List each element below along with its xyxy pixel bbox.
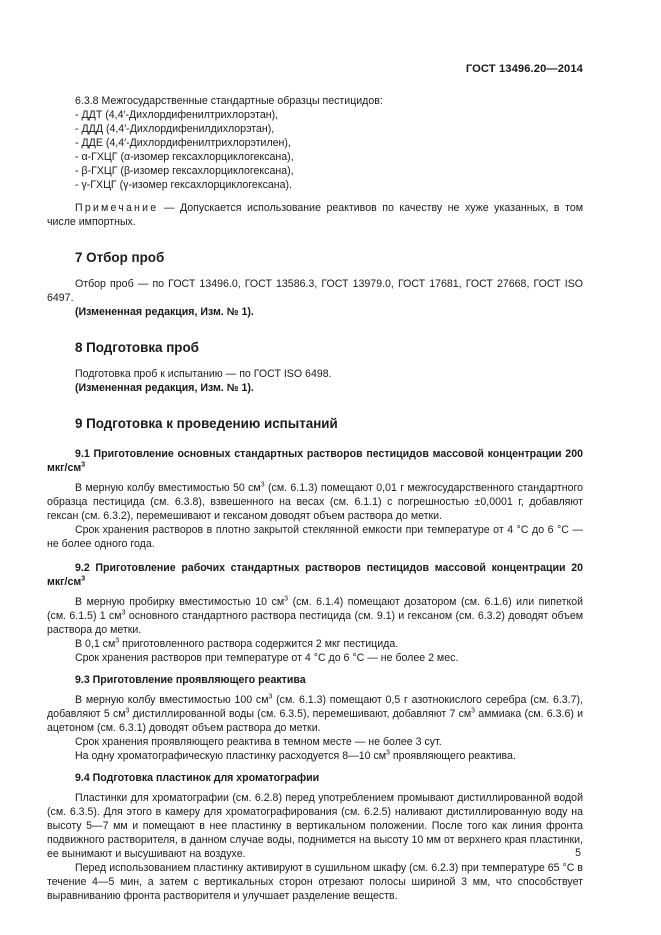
clause-9-2-p3: Срок хранения растворов при температуре от 4 °С до 6 °С — не более 2 мес. xyxy=(75,652,459,664)
clause-9-1-title-text: 9.1 Приготовление основных стандартных растворов пестицидов массовой концентрации 200 мкг/см xyxy=(47,448,583,474)
text-fragment: На одну хроматографическую пластинку расходуется 8—10 см xyxy=(75,750,387,762)
clause-9-2-title xyxy=(47,561,583,589)
text-fragment: В 0,1 см xyxy=(75,638,116,650)
page-number: 5 xyxy=(575,847,581,859)
clause-9-4-p1: Пластинки для хроматографии (см. 6.2.8) перед употреблением промывают дистиллированной водой (см. 6.3.5). Для этого в камеру для хроматографирования (см. 6.2.5) наливают дистиллированную воду на высоту 5—7 мм и помещают в нее пластинку в вертикальном положении. После того как линия фронта подвижного растворителя, в данном случае воды, поднимется на высоту 10 мм от верхнего края пластинки, ее вынимают и высушивают на воздухе. xyxy=(47,792,583,860)
section-8-change-note: (Измененная редакция, Изм. № 1). xyxy=(75,382,254,394)
text-fragment: дистиллированной воды (см. 6.3.5), перемешивают, добавляют 7 см xyxy=(129,708,472,720)
clause-9-1-p2: Срок хранения растворов в плотно закрытой стеклянной емкости при температуре от 4 °С до 6 °С — не более одного года. xyxy=(47,524,583,550)
superscript: 3 xyxy=(471,707,476,715)
text-fragment: (см. 6.1.4) помещают дозатором (см. 6.1.6) или пипеткой (см. 6.1.5) 1 см xyxy=(47,596,584,622)
superscript: 3 xyxy=(115,637,120,645)
clause-9-1-p1 xyxy=(47,481,583,523)
text-fragment: аммиака (см. 6.3.6) и ацетоном (см. 6.3.1) доводят объем раствора до метки. xyxy=(47,708,583,734)
list-item: - ДДТ (4,4′-Дихлордифенилтрихлорэтан), xyxy=(75,109,279,121)
clause-6-3-8-intro: 6.3.8 Межгосударственные стандартные образцы пестицидов: xyxy=(75,95,383,107)
superscript: 3 xyxy=(81,461,86,469)
superscript: 3 xyxy=(386,749,390,757)
text-fragment: (см. 6.1.3) помещают 0,01 г межгосударственного стандартного образца пестицида (см. 6.3.8), взвешенного на весах (см. 6.1.1) с погрешностью ±0,0001 г, добавляют гексан (см. 6.3.2), перемешивают и гексаном доводят объем раствора до метки. xyxy=(47,482,583,522)
clause-9-4-title: 9.4 Подготовка пластинок для хроматографии xyxy=(75,772,320,784)
clause-9-3-p1 xyxy=(47,693,583,735)
clause-9-2-p1 xyxy=(47,595,583,637)
doc-code-header: ГОСТ 13496.20—2014 xyxy=(465,63,583,75)
list-item: - β-ГХЦГ (β-изомер гексахлорциклогексана), xyxy=(75,165,294,177)
superscript: 3 xyxy=(260,481,265,489)
section-7-text: Отбор проб — по ГОСТ 13496.0, ГОСТ 13586.3, ГОСТ 13979.0, ГОСТ 17681, ГОСТ 27668, ГОСТ ISO 6497. xyxy=(47,278,583,304)
text-fragment: В мерную колбу вместимостью 50 см xyxy=(75,482,261,494)
note-label: Примечание xyxy=(75,202,159,214)
page-body xyxy=(47,94,583,903)
clause-9-3-p3 xyxy=(47,749,583,763)
clause-9-4-p2: Перед использованием пластинку активируют в сушильном шкафу (см. 6.2.3) при температуре 65 °С в течение 4—5 мин, а затем с вертикальных сторон отрезают полосы шириной 3 мм, что способствует выравниванию фронта растворителя и улучшает разделение веществ. xyxy=(47,862,583,902)
section-8-title: 8 Подготовка проб xyxy=(75,340,199,355)
section-9-title: 9 Подготовка к проведению испытаний xyxy=(75,416,338,431)
clause-9-1-title xyxy=(47,447,583,475)
section-7-change-note: (Измененная редакция, Изм. № 1). xyxy=(75,306,254,318)
text-fragment: (см. 6.1.3) помещают 0,5 г азотнокислого серебра (см. 6.3.7), добавляют 5 см xyxy=(47,694,583,720)
section-7-title: 7 Отбор проб xyxy=(75,250,165,265)
text-fragment: проявляющего реактива. xyxy=(389,750,516,762)
text-fragment: приготовленного раствора содержится 2 мкг пестицида. xyxy=(119,638,399,650)
list-item: - ДДЕ (4,4′-Дихлордифенилтрихлорэтилен), xyxy=(75,137,291,149)
clause-9-3-p2: Срок хранения проявляющего реактива в темном месте — не более 3 сут. xyxy=(75,736,442,748)
list-item: - α-ГХЦГ (α-изомер гексахлорциклогексана), xyxy=(75,151,294,163)
text-fragment: В мерную пробирку вместимостью 10 см xyxy=(75,596,285,608)
text-fragment: В мерную колбу вместимостью 100 см xyxy=(75,694,269,706)
clause-9-3-title: 9.3 Приготовление проявляющего реактива xyxy=(75,674,306,686)
superscript: 3 xyxy=(284,595,289,603)
section-8-text: Подготовка проб к испытанию — по ГОСТ ISO 6498. xyxy=(75,368,332,380)
note-paragraph xyxy=(47,201,583,229)
superscript: 3 xyxy=(125,707,130,715)
note-text: — Допускается использование реактивов по качеству не хуже указанных, в том числе импортных. xyxy=(47,202,583,228)
text-fragment: основного стандартного раствора пестицида (см. 9.1) и гексаном (см. 6.3.2) доводят объем раствора до метки. xyxy=(47,610,583,636)
clause-9-2-title-text: 9.2 Приготовление рабочих стандартных растворов пестицидов массовой концентрации 20 мкг/см xyxy=(47,562,583,588)
clause-9-2-p2 xyxy=(47,637,583,651)
superscript: 3 xyxy=(81,575,86,583)
list-item: - ДДД (4,4′-Дихлордифенилдихлорэтан), xyxy=(75,123,275,135)
superscript: 3 xyxy=(268,693,273,701)
superscript: 3 xyxy=(121,609,126,617)
list-item: - γ-ГХЦГ (γ-изомер гексахлорциклогексана). xyxy=(75,179,292,191)
standard-samples-list xyxy=(47,108,583,192)
